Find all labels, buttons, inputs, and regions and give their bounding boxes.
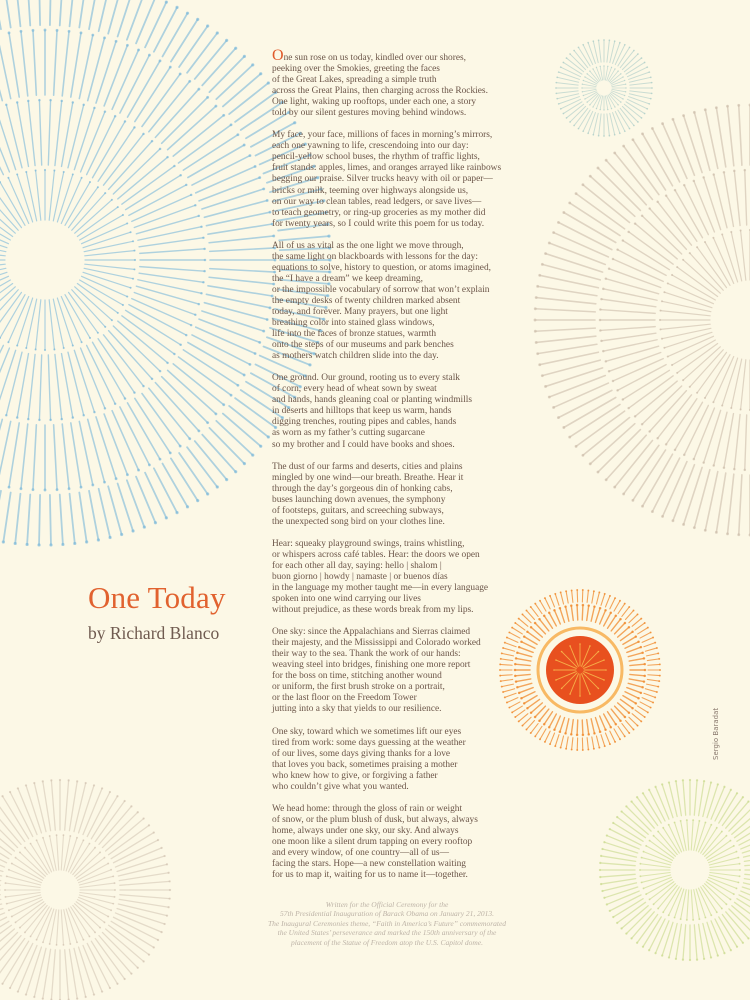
- poem-line: or whispers across café tables. Hear: the doors we open: [272, 549, 480, 560]
- poem-line: buon giorno | howdy | namaste | or buenos días: [272, 571, 448, 582]
- poem-line: breathing color into stained glass windows,: [272, 318, 435, 329]
- footer-line: placement of the Statue of Freedom atop the U.S. Capitol dome.: [291, 937, 483, 947]
- poem-line: without prejudice, as these words break from my lips.: [272, 605, 474, 616]
- poem-body: [272, 47, 517, 892]
- poem-line: who knew how to give, or forgiving a father: [272, 770, 438, 781]
- poem-line: jutting into a sky that yields to our resilience.: [272, 704, 442, 715]
- stanza: [272, 804, 517, 881]
- poem-line: tired from work: some days guessing at the weather: [272, 737, 466, 748]
- footer-line: 57th Presidential Inauguration of Barack Obama on January 21, 2013.: [279, 909, 495, 919]
- footer-line: Written for the Official Ceremony for the: [325, 900, 449, 909]
- poem-line: pencil-yellow school buses, the rhythm of traffic lights,: [272, 152, 480, 163]
- poem-line: facing the stars. Hope—a new constellation waiting: [272, 859, 466, 870]
- poem-line: one moon like a silent drum tapping on every rooftop: [272, 836, 473, 847]
- poem-line: life into the faces of bronze statues, warmth: [272, 329, 437, 340]
- poem-line: or uniform, the first brush stroke on a portrait,: [272, 682, 445, 693]
- poem-line: onto the steps of our museums and park benches: [272, 340, 454, 351]
- stanza: [272, 130, 517, 229]
- poem-line: for us to map it, waiting for us to name it—together.: [272, 870, 468, 881]
- stanza: [272, 627, 517, 715]
- poem-line: home, always under one sky, our sky. And always: [272, 825, 459, 836]
- artist-credit: Sergio Baradat: [712, 707, 720, 760]
- poem-line: that loves you back, sometimes praising a mother: [272, 759, 458, 770]
- poem-line: weaving steel into bridges, finishing one more report: [272, 660, 471, 671]
- poem-line: mingled by one wind—our breath. Breathe. Hear it: [272, 472, 464, 483]
- poem-line: of corn, every head of wheat sown by sweat: [272, 384, 437, 395]
- beige-burst-bottom-left: [0, 779, 171, 1000]
- poem-line: today, and forever. Many prayers, but one light: [272, 306, 448, 317]
- stanza: [272, 47, 517, 119]
- stanza: [272, 241, 517, 363]
- poem-line: of the Great Lakes, spreading a simple truth: [272, 75, 437, 86]
- poem-line: their majesty, and the Mississippi and Colorado worked: [272, 638, 481, 649]
- poem-line: fruit stands: apples, limes, and oranges arrayed like rainbows: [272, 163, 502, 174]
- footer-line: The Inaugural Ceremonies theme, “Faith in America’s Future” commemorated: [267, 918, 507, 928]
- poem-line: the same light on blackboards with lessons for the day:: [272, 251, 478, 262]
- poem-line: begging our praise. Silver trucks heavy with oil or paper—: [272, 174, 493, 185]
- poem-line: to teach geometry, or ring-up groceries as my mother did: [272, 207, 486, 218]
- poem-line: spoken into one wind carrying our lives: [272, 594, 421, 605]
- poem-line: or the last floor on the Freedom Tower: [272, 693, 417, 704]
- poem-line: on our way to clean tables, read ledgers, or save lives—: [272, 196, 482, 207]
- poem-title: One Today: [88, 580, 226, 615]
- poem-line: One sun rose on us today, kindled over our shores,: [272, 47, 466, 64]
- stanza: [272, 727, 517, 793]
- poem-line: for each other all day, saying: hello | shalom |: [272, 560, 442, 571]
- poem-line: One ground. Our ground, rooting us to every stalk: [272, 373, 460, 384]
- poem-line: and hands, hands gleaning coal or planting windmills: [272, 395, 472, 406]
- poem-line: digging trenches, routing pipes and cables, hands: [272, 417, 457, 428]
- poem-line: each one yawning to life, crescendoing into our day:: [272, 141, 469, 152]
- poem-line: peeking over the Smokies, greeting the faces: [272, 64, 440, 75]
- poem-line: as worn as my father’s cutting sugarcane: [272, 428, 425, 439]
- poem-line: across the Great Plains, then charging across the Rockies.: [272, 86, 488, 97]
- poem-line: We head home: through the gloss of rain or weight: [272, 803, 463, 814]
- poem-line: as mothers watch children slide into the day.: [272, 351, 439, 362]
- stanza: [272, 462, 517, 528]
- poem-line: One sky: since the Appalachians and Sierras claimed: [272, 627, 471, 638]
- poem-author: by Richard Blanco: [88, 623, 220, 643]
- poem-line: in deserts and hilltops that keep us warm, hands: [272, 406, 452, 417]
- beige-burst-right: [534, 104, 750, 537]
- teal-burst-top: [555, 39, 653, 137]
- poem-line: told by our silent gestures moving behind windows.: [272, 108, 467, 119]
- poem-line: of our lives, some days giving thanks for a love: [272, 748, 451, 759]
- poem-line: so my brother and I could have books and shoes.: [272, 439, 455, 450]
- poem-line: bricks or milk, teeming over highways alongside us,: [272, 185, 469, 196]
- drop-cap: O: [272, 47, 284, 64]
- footer-line: the United States’ perseverance and marked the 150th anniversary of the: [277, 928, 497, 938]
- green-burst: [599, 779, 750, 961]
- poem-line: One light, waking up rooftops, under each one, a story: [272, 97, 477, 108]
- stanza: [272, 539, 517, 616]
- poem-line: The dust of our farms and deserts, cities and plains: [272, 461, 463, 472]
- poem-line: buses launching down avenues, the symphony: [272, 494, 446, 505]
- poem-line: the empty desks of twenty children marked absent: [272, 295, 461, 306]
- poem-line: the unexpected song bird on your clothes line.: [272, 516, 445, 527]
- poem-line: in the language my mother taught me—in every language: [272, 583, 489, 594]
- inauguration-note: [248, 900, 526, 947]
- poem-line: My face, your face, millions of faces in morning’s mirrors,: [272, 130, 493, 141]
- stanza: [272, 373, 517, 450]
- poem-line: equations to solve, history to question, or atoms imagined,: [272, 262, 491, 273]
- poem-line: their way to the sea. Thank the work of our hands:: [272, 649, 461, 660]
- poem-line: All of us as vital as the one light we move through,: [272, 240, 464, 251]
- poem-line: and every window, of one country—all of us—: [272, 848, 449, 858]
- poem-line: of footsteps, guitars, and screeching subways,: [272, 505, 444, 516]
- poem-line: through the day’s gorgeous din of honking cabs,: [272, 483, 453, 494]
- poem-line: who couldn’t give what you wanted.: [272, 781, 409, 792]
- poem-line: One sky, toward which we sometimes lift our eyes: [272, 726, 462, 737]
- poem-line: or the impossible vocabulary of sorrow that won’t explain: [272, 284, 490, 295]
- poem-line: of snow, or the plum blush of dusk, but always, always: [272, 814, 478, 825]
- poem-line: Hear: squeaky playground swings, trains whistling,: [272, 538, 465, 549]
- poem-line: for twenty years, so I could write this poem for us today.: [272, 218, 485, 229]
- poem-line: for the boss on time, stitching another wound: [272, 671, 442, 682]
- poem-line: the “I have a dream” we keep dreaming,: [272, 273, 423, 284]
